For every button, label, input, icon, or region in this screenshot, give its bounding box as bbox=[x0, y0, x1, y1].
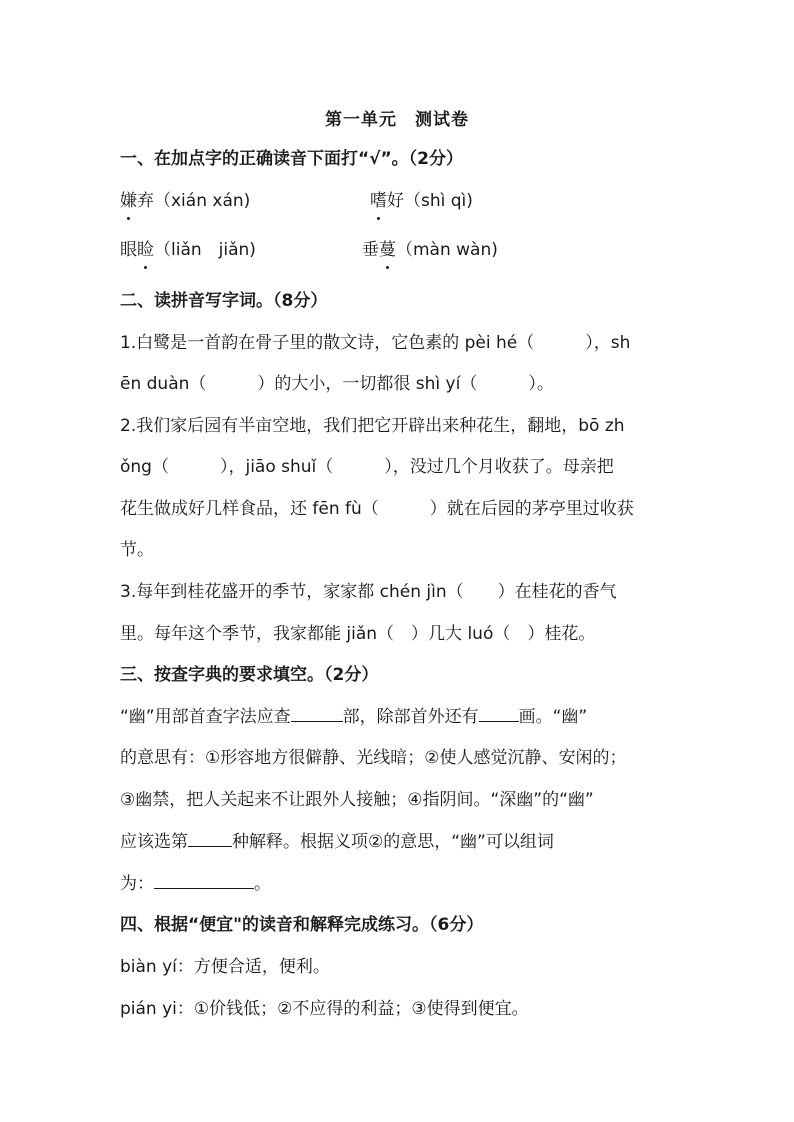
text-line bbox=[120, 830, 680, 854]
fill-blank[interactable] bbox=[291, 705, 343, 722]
text-line: 2.我们家后园有半亩空地，我们把它开辟出来种花生，翻地，bō zh bbox=[120, 416, 625, 436]
section-3-heading: 三、按查字典的要求填空。（2分） bbox=[120, 665, 379, 685]
section-2-heading: 二、读拼音写字词。（8分） bbox=[120, 291, 328, 311]
text-line: pián yi：①价钱低；②不应得的利益；③使得到便宜。 bbox=[120, 999, 529, 1019]
item-text: （liǎn jiǎn) bbox=[154, 240, 256, 260]
item-prefix: 眼 bbox=[120, 240, 137, 260]
pinyin-choice-item bbox=[370, 189, 473, 213]
text-fragment: 。 bbox=[254, 874, 271, 894]
page-title: 第一单元 测试卷 bbox=[325, 110, 469, 130]
text-line: 的意思有：①形容地方很僻静、光线暗；②使人感觉沉静、安闲的； bbox=[120, 748, 627, 768]
text-line: 3.每年到桂花盛开的季节，家家都 chén jìn（ ）在桂花的香气 bbox=[120, 582, 617, 602]
fill-blank[interactable] bbox=[154, 872, 254, 889]
item-prefix: 垂 bbox=[362, 240, 379, 260]
pinyin-choice-item bbox=[362, 238, 498, 262]
text-fragment: 部，除部首外还有 bbox=[342, 707, 479, 727]
text-line: ēn duàn（ ）的大小，一切都很 shì yí（ ）。 bbox=[120, 374, 554, 394]
pinyin-choice-item bbox=[120, 238, 256, 262]
text-line bbox=[120, 872, 680, 896]
text-line: 花生做成好几样食品，还 fēn fù（ ）就在后园的茅亭里过收获 bbox=[120, 499, 634, 519]
section-1-heading: 一、在加点字的正确读音下面打“√”。（2分） bbox=[120, 149, 464, 169]
item-text: 好（shì qì) bbox=[387, 191, 473, 211]
dotted-char: 蔓 bbox=[379, 240, 396, 260]
text-fragment: “幽”用部首查字法应查 bbox=[120, 707, 291, 727]
fill-blank[interactable] bbox=[479, 705, 519, 722]
item-text: 弃（xián xán) bbox=[137, 191, 251, 211]
dotted-char: 嗜 bbox=[370, 191, 387, 211]
text-fragment: 种解释。根据义项②的意思，“幽”可以组词 bbox=[232, 832, 554, 852]
text-line bbox=[120, 705, 680, 729]
text-line: ③幽禁，把人关起来不让跟外人接触；④指阴间。“深幽”的“幽” bbox=[120, 790, 594, 810]
text-fragment: 应该选第 bbox=[120, 832, 188, 852]
text-line: ǒng（ ），jiāo shuǐ（ ），没过几个月收获了。母亲把 bbox=[120, 457, 614, 477]
text-line: biàn yí：方便合适，便利。 bbox=[120, 957, 330, 977]
text-line: 里。每年这个季节，我家都能 jiǎn（ ）几大 luó（ ）桂花。 bbox=[120, 624, 596, 644]
text-fragment: 为： bbox=[120, 874, 154, 894]
pinyin-choice-item bbox=[120, 189, 250, 213]
fill-blank[interactable] bbox=[188, 830, 232, 847]
text-line: 1.白鹭是一首韵在骨子里的散文诗，它色素的 pèi hé（ ），sh bbox=[120, 333, 631, 353]
dotted-char: 睑 bbox=[137, 240, 154, 260]
section-4-heading: 四、根据“便宜"的读音和解释完成练习。（6分） bbox=[120, 915, 484, 935]
text-line: 节。 bbox=[120, 540, 154, 560]
text-fragment: 画。“幽” bbox=[518, 707, 588, 727]
dotted-char: 嫌 bbox=[120, 191, 137, 211]
item-text: （màn wàn) bbox=[396, 240, 498, 260]
